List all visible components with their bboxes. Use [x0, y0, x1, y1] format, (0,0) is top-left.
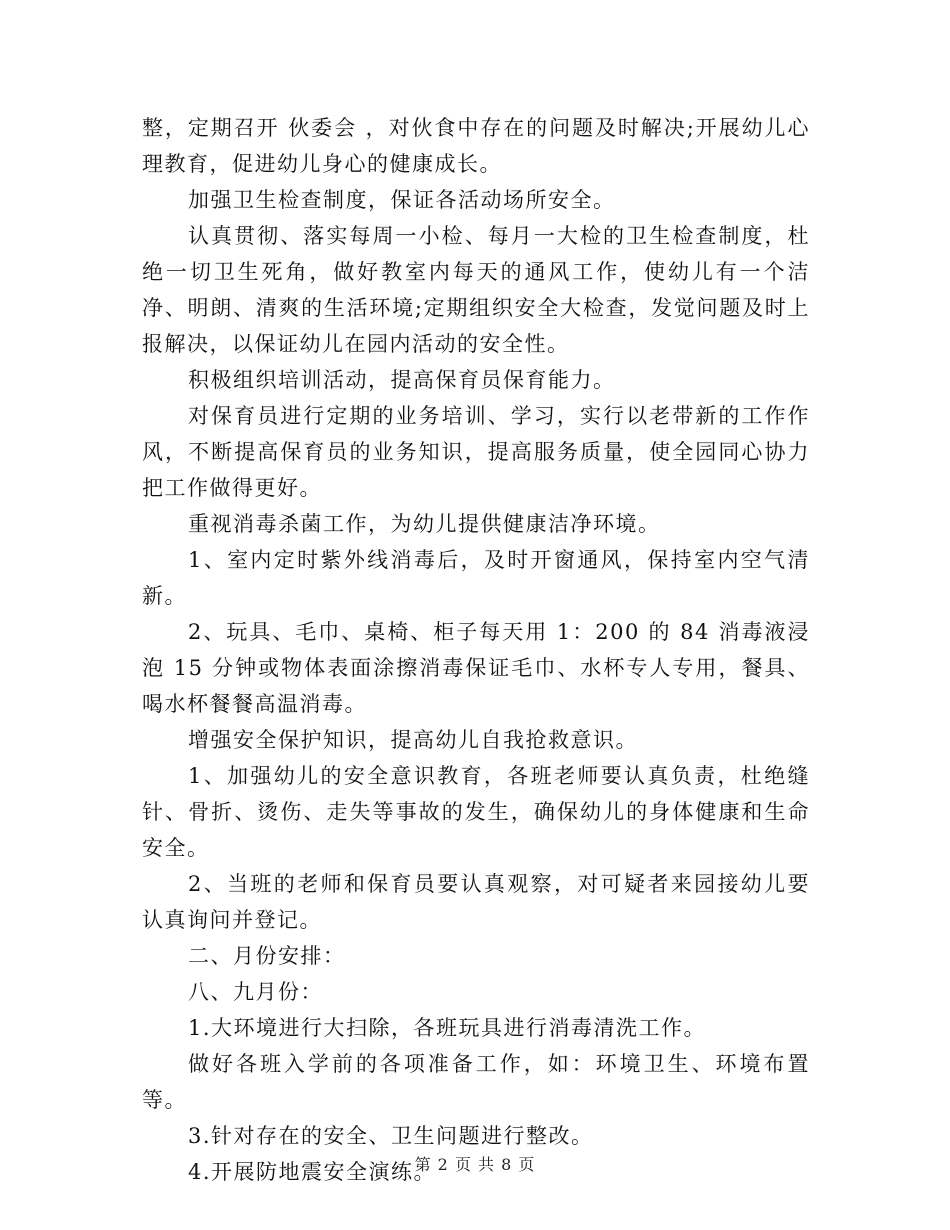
- document-body: [142, 110, 810, 1190]
- list-item: 1.大环境进行大扫除，各班玩具进行消毒清洗工作。: [188, 1016, 707, 1040]
- section-heading: 二、月份安排：: [188, 944, 346, 968]
- paragraph: 对保育员进行定期的业务培训、学习，实行以老带新的工作作风，不断提高保育员的业务知识，提高服务质量，使全园同心协力把工作做得更好。: [142, 404, 810, 500]
- list-item: 2、玩具、毛巾、桌椅、柜子每天用 1：200 的 84 消毒液浸泡 15 分钟或物体表面涂擦消毒保证毛巾、水杯专人专用，餐具、喝水杯餐餐高温消毒。: [142, 620, 810, 716]
- list-item: 做好各班入学前的各项准备工作，如：环境卫生、环境布置等。: [142, 1052, 810, 1112]
- list-item: 4.开展防地震安全演练。: [188, 1160, 437, 1184]
- list-item: 2、当班的老师和保育员要认真观察，对可疑者来园接幼儿要认真询问并登记。: [142, 872, 810, 932]
- page-number-footer: 第 2 页 共 8 页: [414, 1155, 536, 1174]
- list-item: 1、加强幼儿的安全意识教育，各班老师要认真负责，杜绝缝针、骨折、烫伤、走失等事故的发生，确保幼儿的身体健康和生命安全。: [142, 764, 810, 860]
- section-heading: 重视消毒杀菌工作，为幼儿提供健康洁净环境。: [188, 512, 661, 536]
- list-item: 1、室内定时紫外线消毒后，及时开窗通风，保持室内空气清新。: [142, 548, 810, 608]
- subsection-heading: 八、九月份：: [188, 980, 323, 1004]
- section-heading: 加强卫生检查制度，保证各活动场所安全。: [188, 188, 616, 212]
- paragraph: 认真贯彻、落实每周一小检、每月一大检的卫生检查制度，杜绝一切卫生死角，做好教室内每天的通风工作，使幼儿有一个洁净、明朗、清爽的生活环境;定期组织安全大检查，发觉问题及时上报解决，以保证幼儿在园内活动的安全性。: [142, 224, 810, 356]
- paragraph: 整，定期召开 伙委会 ，对伙食中存在的问题及时解决;开展幼儿心理教育，促进幼儿身心的健康成长。: [142, 116, 810, 176]
- section-heading: 增强安全保护知识，提高幼儿自我抢救意识。: [188, 728, 638, 752]
- list-item: 3.针对存在的安全、卫生问题进行整改。: [188, 1124, 594, 1148]
- section-heading: 积极组织培训活动，提高保育员保育能力。: [188, 368, 616, 392]
